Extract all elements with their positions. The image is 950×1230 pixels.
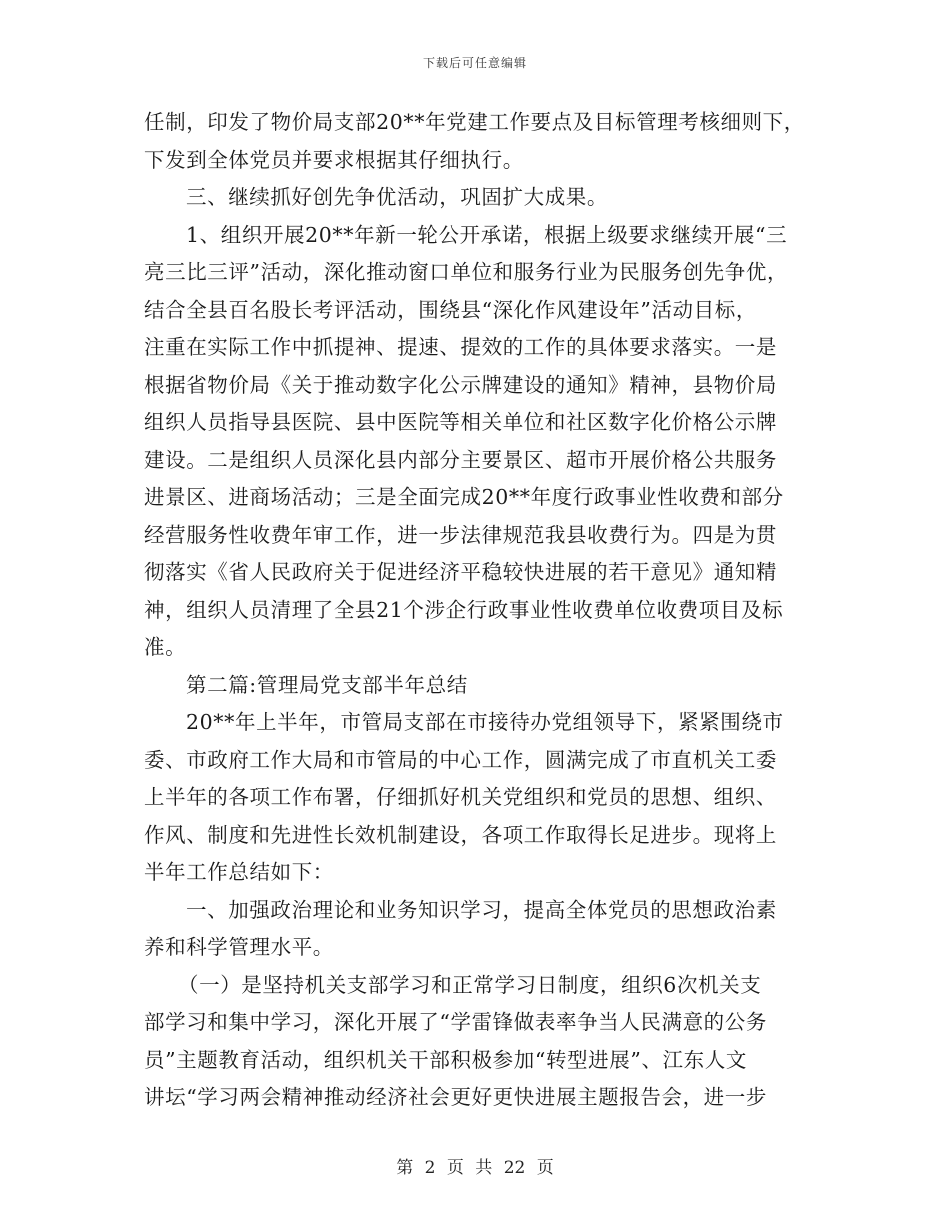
page-number: 第 2 页 共 22 页 (396, 1158, 554, 1178)
body-line: 作风、制度和先进性长效机制建设，各项工作取得长足进步。现将上 (144, 822, 777, 847)
body-line: 进景区、进商场活动；三是全面完成20**年度行政事业性收费和部分 (144, 485, 784, 509)
body-line: 注重在实际工作中抓提神、提速、提效的工作的具体要求落实。一是 (144, 335, 777, 359)
body-line: 神，组织人员清理了全县21个涉企行政事业性收费单位收费项目及标 (144, 597, 784, 622)
body-line: 半年工作总结如下： (144, 860, 334, 884)
document-body (144, 104, 808, 1117)
chapter-title: 第二篇:管理局党支部半年总结 (186, 672, 468, 697)
body-line: 1、组织开展20**年新一轮公开承诺，根据上级要求继续开展“三 (186, 222, 788, 247)
body-line: 组织人员指导县医院、县中医院等相关单位和社区数字化价格公示牌 (144, 410, 777, 434)
body-line: （一）是坚持机关支部学习和正常学习日制度，组织6次机关支 (178, 972, 762, 997)
body-line: 上半年的各项工作布署，仔细抓好机关党组织和党员的思想、组织、 (144, 785, 777, 809)
body-line: 建设。二是组织人员深化县内部分主要景区、超市开展价格公共服务 (144, 447, 777, 472)
body-line: 任制，印发了物价局支部20**年党建工作要点及目标管理考核细则下， (144, 110, 805, 134)
body-line: 结合全县百名股长考评活动，围绕县“深化作风建设年”活动目标， (144, 297, 757, 322)
body-line: 准。 (144, 635, 187, 659)
body-line: 下发到全体党员并要求根据其仔细执行。 (144, 147, 524, 172)
body-line: 经营服务性收费年审工作，进一步法律规范我县收费行为。四是为贯 (144, 522, 777, 547)
page-header-note: 下载后可任意编辑 (422, 56, 527, 70)
section-heading: 三、继续抓好创先争优活动，巩固扩大成果。 (186, 185, 608, 209)
body-line: 20**年上半年，市管局支部在市接待办党组领导下，紧紧围绕市 (186, 710, 784, 734)
body-line: 根据省物价局《关于推动数字化公示牌建设的通知》精神，县物价局 (144, 372, 777, 397)
body-line: 讲坛“学习两会精神推动经济社会更好更快进展主题报告会，进一步 (144, 1085, 767, 1109)
body-line: 彻落实《省人民政府关于促进经济平稳较快进展的若干意见》通知精 (144, 560, 777, 584)
body-line: 部学习和集中学习，深化开展了“学雷锋做表率争当人民满意的公务 (144, 1010, 767, 1034)
body-line: 委、市政府工作大局和市管局的中心工作，圆满完成了市直机关工委 (144, 747, 777, 772)
body-line: 员”主题教育活动，组织机关干部积极参加“转型进展”、江东人文 (144, 1047, 747, 1072)
body-line: 养和科学管理水平。 (144, 935, 334, 959)
section-heading: 一、加强政治理论和业务知识学习，提高全体党员的思想政治素 (186, 897, 777, 922)
body-line: 亮三比三评”活动，深化推动窗口单位和服务行业为民服务创先争优， (144, 260, 789, 284)
